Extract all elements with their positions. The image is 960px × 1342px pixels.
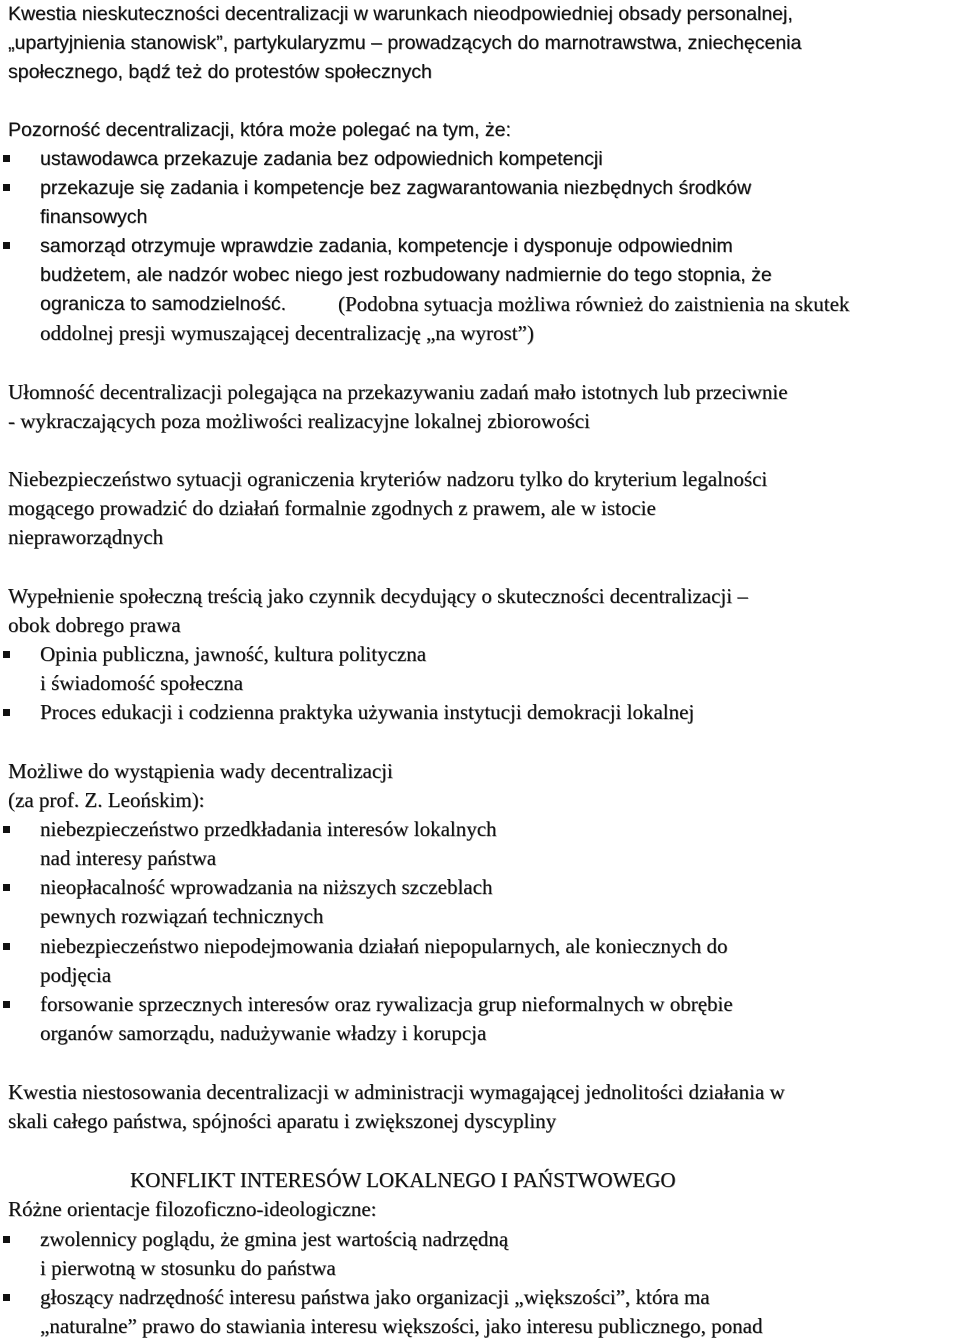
bullet-icon: [3, 242, 10, 249]
text-line: Ułomność decentralizacji polegająca na przekazywaniu zadań mało istotnych lub przeciwnie: [8, 380, 788, 404]
bullet-icon: [3, 943, 10, 950]
list-item-continuation: „naturalne” prawo do stawiania interesu większości, jako interesu publicznego, ponad: [40, 1314, 763, 1338]
bullet-icon: [3, 651, 10, 658]
list-item: ustawodawca przekazuje zadania bez odpowiednich kompetencji: [40, 148, 603, 170]
list-item: głoszący nadrzędność interesu państwa jako organizacji „większości”, która ma: [40, 1285, 710, 1309]
text-line: - wykraczających poza możliwości realizacyjne lokalnej zbiorowości: [8, 409, 590, 433]
list-item: nieopłacalność wprowadzania na niższych szczeblach: [40, 875, 493, 899]
list-item-continuation: finansowych: [40, 206, 148, 228]
bullet-icon: [3, 184, 10, 191]
bullet-icon: [3, 1294, 10, 1301]
list-item-continuation: organów samorządu, nadużywanie władzy i korupcja: [40, 1021, 487, 1045]
bullet-icon: [3, 1001, 10, 1008]
text-line: Różne orientacje filozoficzno-ideologiczne:: [8, 1197, 377, 1221]
list-item-continuation: i świadomość społeczna: [40, 671, 243, 695]
list-item: przekazuje się zadania i kompetencje bez zagwarantowania niezbędnych środków: [40, 177, 752, 199]
list-item: niebezpieczeństwo przedkładania interesów lokalnych: [40, 817, 497, 841]
text-line: (za prof. Z. Leońskim):: [8, 788, 205, 812]
list-item: niebezpieczeństwo niepodejmowania działań niepopularnych, ale koniecznych do: [40, 934, 728, 958]
text-line: obok dobrego prawa: [8, 613, 181, 637]
text-line: „upartyjnienia stanowisk”, partykularyzmu – prowadzących do marnotrawstwa, zniechęcenia: [8, 32, 802, 54]
list-item-continuation: ogranicza to samodzielność.: [40, 293, 287, 315]
text-line: mogącego prowadzić do działań formalnie zgodnych z prawem, ale w istocie: [8, 496, 656, 520]
list-item-continuation: i pierwotną w stosunku do państwa: [40, 1256, 336, 1280]
text-line: Niebezpieczeństwo sytuacji ograniczenia kryteriów nadzoru tylko do kryterium legalności: [8, 467, 768, 491]
list-item-continuation: budżetem, ale nadzór wobec niego jest rozbudowany nadmiernie do tego stopnia, że: [40, 264, 772, 286]
text-line: Kwestia niestosowania decentralizacji w administracji wymagającej jednolitości działania w: [8, 1080, 785, 1104]
list-item: zwolennicy poglądu, że gmina jest wartością nadrzędną: [40, 1227, 509, 1251]
bullet-icon: [3, 884, 10, 891]
bullet-icon: [3, 826, 10, 833]
text-line: Kwestia nieskuteczności decentralizacji w warunkach nieodpowiedniej obsady personalnej,: [8, 3, 793, 25]
list-item-continuation: nad interesy państwa: [40, 846, 217, 870]
bullet-icon: [3, 709, 10, 716]
list-item-continuation: pewnych rozwiązań technicznych: [40, 904, 324, 928]
text-line: Możliwe do wystąpienia wady decentralizacji: [8, 759, 393, 783]
text-line: Wypełnienie społeczną treścią jako czynnik decydujący o skuteczności decentralizacji –: [8, 584, 748, 608]
text-line: społecznego, bądź też do protestów społecznych: [8, 61, 432, 83]
list-item-continuation: podjęcia: [40, 963, 112, 987]
bullet-icon: [3, 1236, 10, 1243]
section-heading: Pozorność decentralizacji, która może polegać na tym, że:: [8, 119, 511, 141]
text-line: skali całego państwa, spójności aparatu i zwiększonej dyscypliny: [8, 1109, 557, 1133]
list-item-continuation: oddolnej presji wymuszającej decentralizację „na wyrost”): [40, 321, 534, 345]
list-item-continuation: (Podobna sytuacja możliwa również do zaistnienia na skutek: [338, 292, 850, 316]
list-item: samorząd otrzymuje wprawdzie zadania, kompetencje i dysponuje odpowiednim: [40, 235, 733, 257]
list-item: Opinia publiczna, jawność, kultura polityczna: [40, 642, 427, 666]
text-line: niepraworządnych: [8, 525, 164, 549]
bullet-icon: [3, 155, 10, 162]
list-item: Proces edukacji i codzienna praktyka używania instytucji demokracji lokalnej: [40, 700, 695, 724]
section-title: KONFLIKT INTERESÓW LOKALNEGO I PAŃSTWOWEGO: [130, 1168, 676, 1192]
list-item: forsowanie sprzecznych interesów oraz rywalizacja grup nieformalnych w obrębie: [40, 992, 733, 1016]
